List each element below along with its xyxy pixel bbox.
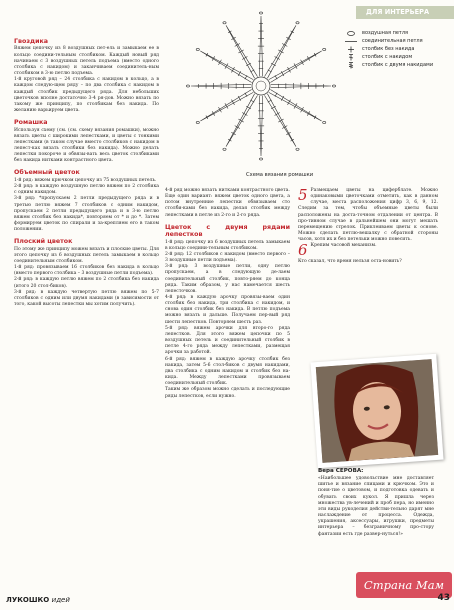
step-text: Размещаем цветы на циферблате. Можно одинаковыми цветочками отметить, как в данном случае, места расположения цифр 3, 6, 9, 12. Следим за тем, чтобы объемные цветы были расположены на доста-точном отдалении от центра. В про-тивном случае в дальнейшем они могут мешать перемещению стрелок. Приклеиваем цветы к основе. Можно сделать петлю-вешалку с обратной стороны часов, хотя их и без петельки можно повесить. (298, 188, 438, 243)
paragraph: 1-й ряд: вяжем крючком цепочку из 75 воздушных петель. (14, 177, 157, 183)
paragraph: Вяжем цепочку из 8 воздушных пет-ель и замыкаем ее в кольцо соедини-тельным столбиком. Каждый новый ряд начинаем с 3 воздушных петель подъема (вместо одного столбика с накидом) и заканчиваем соединитель-ным столбиком в 3-ю петлю подъема. (14, 46, 159, 77)
author-name: Вера СЕРОВА: (318, 468, 364, 474)
single-crochet-icon (343, 46, 359, 53)
section-tag: ДЛЯ ИНТЕРЬЕРА (356, 6, 454, 19)
paragraph: 2-й ряд: в каждую петлю вяжем по 2 столбика без накида (итого 20 стол-биков). (14, 277, 159, 289)
page-number: 43 (437, 593, 450, 603)
chain-stitch-mark (296, 148, 299, 150)
section-heading: Цветок с двумя рядами лепестков (165, 223, 290, 239)
chain-stitch-mark (196, 121, 199, 123)
paragraph: По этому же принципу можем вязать и плоские цветы. Для этого цепочку из 6 воздушных петель замыкаем в кольцо соединительным столбиком. (14, 246, 159, 264)
stitch-mark (268, 70, 272, 72)
chain-stitch-mark (323, 48, 326, 50)
chain-stitch-mark (223, 22, 226, 24)
paragraph: 2-й ряд: 12 столбиков с накидом (вместо первого – 3 воздушные петли подъема). (165, 251, 290, 264)
paragraph: 6-й ряд: вяжем в каждую арочку столбик без накида, затем 5-6 стол-биков с двумя накидами, два столбика с одним накидом и столбик без на-кида. Между лепестками провязываем соединительный столбик. (165, 356, 290, 387)
legend-item: столбик с накидом (343, 54, 451, 61)
triple-crochet-icon (343, 62, 359, 69)
middle-column (165, 188, 290, 400)
chamomile-diagram (186, 2, 336, 170)
section-heading: Объемный цветок (14, 169, 80, 177)
author-bio (318, 468, 434, 538)
chain-stitch-icon (343, 30, 359, 37)
chain-stitch-mark (186, 85, 189, 87)
portrait-image (316, 359, 438, 463)
diagram-caption: Схема вязания ромашки (246, 172, 314, 178)
paragraph: 3-й ряд: 3 воздушные петли, одну петлю пропускаем, а в следующую де-лаем соединительный столбик, повто-ряем до конца ряда. Таким образом, у нас намечается шесть лепесточков. (165, 264, 290, 294)
stitch-mark (250, 70, 254, 72)
stitch-mark (245, 93, 247, 97)
paragraph: 1-й ряд: провязываем 16 столбиков без накида в кольцо (вместо первого столбика – 3 воздушные петли подъема). (14, 265, 159, 277)
step-item (298, 188, 438, 243)
watermark-logo: Страна Мам (356, 572, 452, 598)
legend-item: столбик без накида (343, 46, 451, 53)
step-item (298, 241, 438, 260)
paragraph: Таким же образом можно сделать и последующие ряды лепестков, если нужно. (165, 387, 290, 399)
paragraph: Еще один вариант: вяжем цветок одного цвета, а потом внутренние лепестки обвязываем сто столби-ками без накида, делая столбик между лепестками в петле из 2-го и 2-го ряда. (165, 194, 290, 218)
chain-stitch-mark (223, 148, 226, 150)
footer-brand: ЛУКОШКО идей (6, 596, 70, 604)
legend-item: воздушная петля (343, 30, 451, 37)
stitch-mark (245, 75, 247, 79)
section-heading: Ромашка (14, 119, 48, 127)
step-text: Крепим часовой механизм. (310, 243, 377, 249)
author-photo (310, 354, 443, 469)
diagram-legend (343, 30, 451, 70)
quote: Кто сказал, что время нельзя оста-новить? (298, 259, 402, 265)
paragraph: 4-й ряд: в каждую арочку провязы-ваем один столбик без накида, три столбика с накидом, и снова один столбик без накида. В петлю подъема можно вязать и дальше. Получаем пер-вый ряд шести лепестков. Повторяем шесть раз. (165, 295, 290, 325)
paragraph: 2-й ряд: в каждую воздушную петлю вяжем по 2 столбика с одним накидом. (14, 184, 159, 196)
paragraph: 3-й ряд: *пропускаем 2 петли предыдущего ряда и в третью петлю вяжем 7 столбиков с одним накидом, пропускаем 2 петли предыдущего ряда и в 3-ю петлю вяжем столбик без накида*, повторяем от * и до *. Затем формируем цветок по спирали и за-крепляем его в таком положении. (14, 196, 159, 233)
stitch-mark (250, 100, 254, 102)
legend-item: столбик с двумя накидами (343, 62, 451, 69)
paragraph: 5-й ряд: вяжем арочки для второ-го ряда лепестков. Для этого вяжем цепочки по 5 воздушных петель и соединительный столбик в петле 4-го ряда между лепестками, размещая арочки за работой. (165, 325, 290, 356)
double-crochet-icon (343, 54, 359, 61)
paragraph: 3-й ряд: в каждую четвертую петлю вяжем по 5-7 столбиков с одним или двумя накидами (в зависимости от того, какой высоты лепестки мы хотим получить). (14, 289, 159, 308)
chain-stitch-mark (259, 158, 262, 160)
legend-item: соединительная петля (343, 38, 451, 45)
section-heading: Плоский цветок (14, 238, 73, 246)
right-column (298, 188, 438, 266)
step-number: 5 (298, 186, 308, 204)
step-number: 6 (298, 241, 308, 260)
paragraph: 4-й ряд можно вязать нитками контрастного цвета. (165, 188, 290, 193)
chain-stitch-mark (323, 121, 326, 123)
paragraph: 1-й круговой ряд – 24 столбика с накидом в кольцо, а в каждом следую-щем ряду – по два столбика с накидом в каждый столбик предыдущего ряда. Для небольших цветочков вполне достаточно 3-4 ря-дов. Можно вязать по такому же принципу, по столбикам без накида. По желанию варьируем цвета. (14, 77, 159, 113)
chain-stitch-mark (196, 48, 199, 50)
author-quote: «Наибольшее удовольствие мне доставляет шитье и вязание спицами и крючком. Это и поня-тие о цветовом, и подготовка одевать и обувать своих кукол. Я пришла через множества ув-лечений и проб пера, но именно эти виды рукоделия действи-тельно дарят мне наслаждение от процесса. Одежда, украшения, аксессуары, игрушки, предметы интерьера – безграничному про-стору фантазии есть где развер-нуться!» (318, 476, 434, 537)
paragraph: 1-й ряд: цепочку из 6 воздушных петель замыкаем в кольцо соедини-тельным столбиком. (165, 239, 290, 251)
paragraph: Используя схему (см. (см. схему вязания ромашки), можно вязать цветы с широкими лепестками, и цветы с тонкими лепестками (в таком случае вместо столбиков с накидом в лепест-ках вязать столбики без накида). Можно делать лепестки покороче и обвязы-вать весь цветок столбиками без накида нитками контрастного цвета. (14, 127, 159, 164)
chain-stitch-mark (296, 22, 299, 24)
stitch-mark (268, 100, 272, 102)
left-column (14, 38, 159, 308)
chain-stitch-mark (332, 85, 335, 87)
chain-stitch-mark (259, 12, 262, 14)
stitch-mark (275, 93, 277, 97)
section-heading: Гвоздика (14, 38, 49, 45)
slip-stitch-icon (343, 38, 359, 45)
stitch-mark (275, 75, 277, 79)
